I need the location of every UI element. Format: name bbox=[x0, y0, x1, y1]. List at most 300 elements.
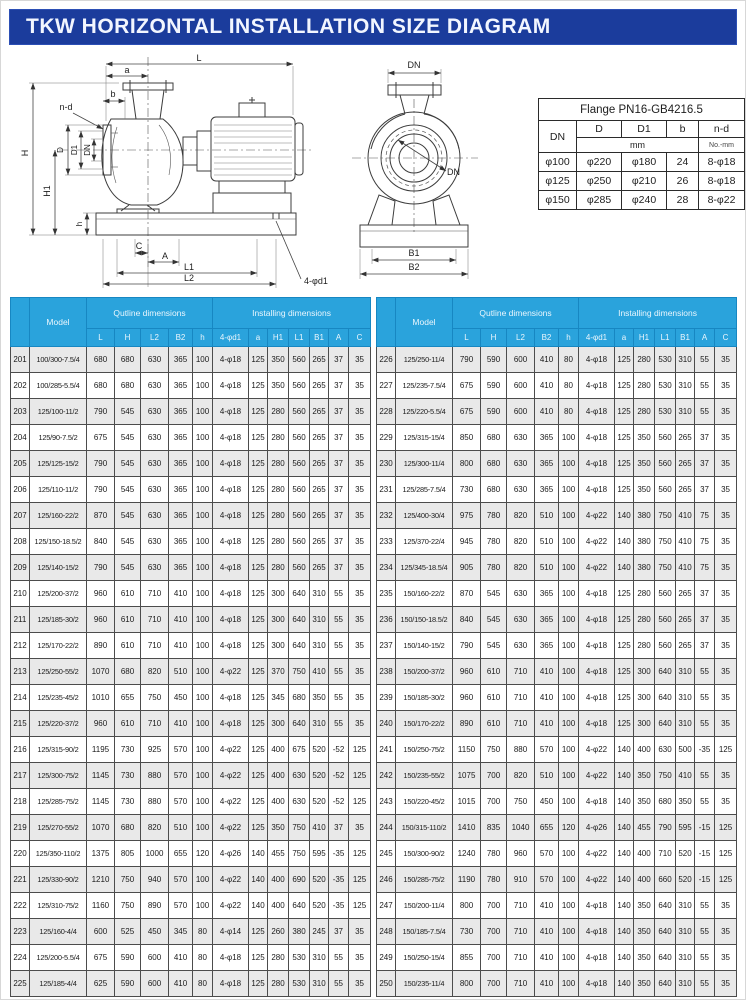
table-cell: 35 bbox=[349, 815, 371, 841]
table-row bbox=[11, 451, 371, 477]
table-cell: -35 bbox=[329, 841, 349, 867]
table-cell: 125 bbox=[349, 789, 371, 815]
table-cell: 790 bbox=[655, 815, 676, 841]
table-cell: 750 bbox=[289, 659, 310, 685]
table-cell: 520 bbox=[310, 789, 329, 815]
table-cell: 4-φ22 bbox=[213, 763, 249, 789]
table-cell: 710 bbox=[507, 685, 535, 711]
table-cell: 100 bbox=[193, 607, 213, 633]
table-cell: 455 bbox=[268, 841, 289, 867]
table-cell: 710 bbox=[655, 841, 676, 867]
col-header-B2: B2 bbox=[535, 329, 559, 347]
table-cell: 545 bbox=[115, 529, 141, 555]
table-cell: -52 bbox=[329, 737, 349, 763]
table-cell: 1190 bbox=[453, 867, 481, 893]
table-cell: 350 bbox=[310, 685, 329, 711]
table-cell: 75 bbox=[695, 503, 715, 529]
model-cell: 125/100-11/2 bbox=[30, 399, 87, 425]
table-cell: 780 bbox=[481, 555, 507, 581]
row-number-cell: 214 bbox=[11, 685, 30, 711]
table-cell: 545 bbox=[115, 451, 141, 477]
table-cell: 560 bbox=[655, 607, 676, 633]
table-cell: -15 bbox=[695, 867, 715, 893]
table-cell: 675 bbox=[87, 425, 115, 451]
table-cell: 4-φ18 bbox=[213, 347, 249, 373]
col-header-H: H bbox=[481, 329, 507, 347]
row-number-cell: 224 bbox=[11, 945, 30, 971]
dimension-table-left bbox=[10, 297, 371, 997]
row-number-cell: 212 bbox=[11, 633, 30, 659]
table-cell: φ210 bbox=[622, 172, 667, 191]
model-cell: 150/250-15/4 bbox=[396, 945, 453, 971]
table-cell: 35 bbox=[715, 581, 737, 607]
dim-label-DN-inner: DN bbox=[447, 167, 460, 177]
table-cell: 4-φ18 bbox=[213, 581, 249, 607]
table-cell: 300 bbox=[634, 711, 655, 737]
table-row bbox=[539, 153, 745, 172]
table-cell: 140 bbox=[615, 971, 634, 997]
table-cell: 140 bbox=[615, 789, 634, 815]
table-cell: 300 bbox=[268, 607, 289, 633]
row-number-cell: 221 bbox=[11, 867, 30, 893]
table-cell: 265 bbox=[676, 451, 695, 477]
table-row bbox=[377, 815, 737, 841]
table-cell: 100 bbox=[193, 373, 213, 399]
table-cell: 520 bbox=[310, 867, 329, 893]
table-cell: 410 bbox=[535, 685, 559, 711]
table-cell: 300 bbox=[634, 685, 655, 711]
table-cell: 265 bbox=[310, 399, 329, 425]
table-cell: 125 bbox=[249, 711, 268, 737]
table-cell: φ240 bbox=[622, 191, 667, 210]
table-row bbox=[377, 685, 737, 711]
row-number-cell: 207 bbox=[11, 503, 30, 529]
table-cell: 280 bbox=[268, 529, 289, 555]
col-header-C: C bbox=[715, 329, 737, 347]
table-cell: 350 bbox=[634, 919, 655, 945]
col-header-A: A bbox=[329, 329, 349, 347]
table-cell: 300 bbox=[268, 581, 289, 607]
dimension-table-right-body bbox=[377, 347, 737, 997]
table-row bbox=[377, 555, 737, 581]
table-cell: -15 bbox=[695, 815, 715, 841]
table-cell: 125 bbox=[615, 373, 634, 399]
table-cell: 4-φ18 bbox=[213, 373, 249, 399]
table-cell: 780 bbox=[481, 867, 507, 893]
table-cell: 365 bbox=[169, 555, 193, 581]
table-cell: 350 bbox=[268, 373, 289, 399]
table-cell: 4-φ18 bbox=[579, 711, 615, 737]
table-cell: 600 bbox=[141, 971, 169, 997]
table-cell: 100 bbox=[193, 347, 213, 373]
row-number-cell: 228 bbox=[377, 399, 396, 425]
table-cell: 37 bbox=[695, 451, 715, 477]
table-cell: 560 bbox=[289, 399, 310, 425]
table-cell: 265 bbox=[310, 347, 329, 373]
flange-col-nd: n-d bbox=[699, 121, 745, 138]
table-cell: 680 bbox=[481, 425, 507, 451]
col-header-L1: L1 bbox=[289, 329, 310, 347]
table-cell: 300 bbox=[634, 659, 655, 685]
table-cell: φ125 bbox=[539, 172, 577, 191]
model-cell: 125/170-22/2 bbox=[30, 633, 87, 659]
table-cell: 365 bbox=[535, 633, 559, 659]
table-cell: 1015 bbox=[453, 789, 481, 815]
table-cell: 730 bbox=[115, 763, 141, 789]
table-cell: 640 bbox=[655, 711, 676, 737]
table-cell: 4-φ18 bbox=[579, 971, 615, 997]
table-cell: 100 bbox=[193, 867, 213, 893]
table-cell: 37 bbox=[695, 477, 715, 503]
table-cell: 640 bbox=[289, 893, 310, 919]
table-cell: 680 bbox=[481, 477, 507, 503]
table-cell: 610 bbox=[115, 607, 141, 633]
table-cell: 310 bbox=[310, 607, 329, 633]
dim-label-B2: B2 bbox=[408, 262, 420, 272]
model-cell: 150/250-75/2 bbox=[396, 737, 453, 763]
table-cell: 4-φ26 bbox=[579, 815, 615, 841]
model-cell: 125/220-37/2 bbox=[30, 711, 87, 737]
table-cell: 800 bbox=[453, 971, 481, 997]
table-cell: 710 bbox=[507, 945, 535, 971]
table-cell: 35 bbox=[349, 477, 371, 503]
table-cell: 4-φ18 bbox=[213, 529, 249, 555]
table-cell: 350 bbox=[634, 789, 655, 815]
table-cell: 4-φ14 bbox=[213, 919, 249, 945]
table-cell: 125 bbox=[249, 581, 268, 607]
table-cell: 125 bbox=[615, 711, 634, 737]
table-cell: 55 bbox=[695, 399, 715, 425]
table-cell: 820 bbox=[507, 555, 535, 581]
table-cell: 280 bbox=[268, 555, 289, 581]
table-cell: 710 bbox=[507, 919, 535, 945]
table-cell: 37 bbox=[329, 919, 349, 945]
table-cell: 125 bbox=[249, 815, 268, 841]
table-cell: 125 bbox=[249, 659, 268, 685]
table-cell: 890 bbox=[141, 893, 169, 919]
table-cell: 4-φ18 bbox=[213, 945, 249, 971]
table-cell: 4-φ18 bbox=[579, 425, 615, 451]
table-cell: 80 bbox=[559, 347, 579, 373]
table-cell: 35 bbox=[349, 633, 371, 659]
dim-label-C: C bbox=[135, 241, 143, 251]
table-cell: 28 bbox=[667, 191, 699, 210]
table-cell: 525 bbox=[115, 919, 141, 945]
table-cell: 545 bbox=[481, 581, 507, 607]
table-cell: 560 bbox=[289, 477, 310, 503]
table-cell: 630 bbox=[141, 373, 169, 399]
dim-label-L2: L2 bbox=[183, 273, 195, 283]
dim-label-A: A bbox=[161, 251, 169, 261]
table-cell: 880 bbox=[141, 763, 169, 789]
table-cell: 560 bbox=[289, 555, 310, 581]
table-cell: 710 bbox=[141, 711, 169, 737]
table-cell: 100 bbox=[193, 555, 213, 581]
table-cell: 365 bbox=[535, 451, 559, 477]
table-cell: 100 bbox=[559, 659, 579, 685]
table-cell: 4-φ18 bbox=[579, 607, 615, 633]
table-cell: 280 bbox=[268, 971, 289, 997]
row-number-cell: 236 bbox=[377, 607, 396, 633]
model-cell: 150/185-30/2 bbox=[396, 685, 453, 711]
table-cell: 310 bbox=[676, 347, 695, 373]
table-cell: 140 bbox=[615, 503, 634, 529]
table-cell: 750 bbox=[115, 867, 141, 893]
row-number-cell: 250 bbox=[377, 971, 396, 997]
table-cell: 960 bbox=[453, 685, 481, 711]
table-cell: 890 bbox=[453, 711, 481, 737]
table-cell: 35 bbox=[349, 971, 371, 997]
table-cell: 780 bbox=[481, 529, 507, 555]
table-cell: 365 bbox=[169, 399, 193, 425]
col-header-L: L bbox=[453, 329, 481, 347]
table-cell: 37 bbox=[695, 581, 715, 607]
table-cell: 680 bbox=[289, 685, 310, 711]
table-cell: 380 bbox=[289, 919, 310, 945]
table-cell: 560 bbox=[289, 425, 310, 451]
table-cell: 100 bbox=[193, 581, 213, 607]
table-cell: 410 bbox=[535, 373, 559, 399]
table-cell: 4-φ18 bbox=[213, 451, 249, 477]
table-cell: 35 bbox=[715, 347, 737, 373]
table-cell: 35 bbox=[349, 451, 371, 477]
row-number-cell: 215 bbox=[11, 711, 30, 737]
table-cell: 265 bbox=[310, 373, 329, 399]
dim-label-h: h bbox=[75, 221, 84, 227]
table-cell: 35 bbox=[349, 607, 371, 633]
table-cell: 100 bbox=[559, 919, 579, 945]
table-cell: 675 bbox=[453, 399, 481, 425]
table-cell: 35 bbox=[349, 685, 371, 711]
table-cell: 100 bbox=[559, 685, 579, 711]
dim-label-4-d1: 4-φd1 bbox=[304, 276, 328, 286]
outline-dimensions-header: Qutline dimensions bbox=[87, 298, 213, 329]
model-cell: 125/160-22/2 bbox=[30, 503, 87, 529]
flange-spec-table bbox=[538, 98, 745, 210]
table-cell: 100 bbox=[193, 763, 213, 789]
table-cell: 630 bbox=[655, 737, 676, 763]
table-cell: 100 bbox=[559, 477, 579, 503]
table-cell: 4-φ22 bbox=[579, 503, 615, 529]
table-cell: 120 bbox=[193, 841, 213, 867]
table-cell: 4-φ22 bbox=[213, 867, 249, 893]
table-cell: 4-φ18 bbox=[579, 581, 615, 607]
table-cell: 410 bbox=[535, 347, 559, 373]
table-cell: 35 bbox=[715, 451, 737, 477]
table-row bbox=[11, 581, 371, 607]
row-number-cell: 211 bbox=[11, 607, 30, 633]
table-cell: 610 bbox=[481, 685, 507, 711]
table-cell: 140 bbox=[615, 945, 634, 971]
table-cell: 365 bbox=[169, 451, 193, 477]
table-cell: 265 bbox=[310, 477, 329, 503]
table-cell: 750 bbox=[507, 789, 535, 815]
table-cell: 410 bbox=[676, 555, 695, 581]
table-cell: 400 bbox=[268, 893, 289, 919]
row-number-header bbox=[377, 298, 396, 347]
table-cell: 545 bbox=[481, 607, 507, 633]
table-cell: 680 bbox=[481, 451, 507, 477]
dim-label-DN: DN bbox=[83, 144, 92, 156]
table-cell: 345 bbox=[268, 685, 289, 711]
table-cell: 675 bbox=[289, 737, 310, 763]
table-cell: 310 bbox=[676, 893, 695, 919]
table-cell: 350 bbox=[634, 451, 655, 477]
table-cell: 630 bbox=[507, 581, 535, 607]
table-cell: 400 bbox=[268, 737, 289, 763]
table-cell: 410 bbox=[169, 633, 193, 659]
table-cell: 125 bbox=[349, 893, 371, 919]
table-cell: 1145 bbox=[87, 763, 115, 789]
table-cell: 570 bbox=[169, 893, 193, 919]
table-cell: 530 bbox=[655, 373, 676, 399]
table-cell: 55 bbox=[695, 971, 715, 997]
row-number-cell: 232 bbox=[377, 503, 396, 529]
model-cell: 125/345-18.5/4 bbox=[396, 555, 453, 581]
table-cell: φ220 bbox=[577, 153, 622, 172]
table-cell: 560 bbox=[289, 347, 310, 373]
table-cell: 100 bbox=[559, 763, 579, 789]
row-number-cell: 205 bbox=[11, 451, 30, 477]
model-cell: 150/140-15/2 bbox=[396, 633, 453, 659]
table-cell: 710 bbox=[507, 893, 535, 919]
table-cell: 750 bbox=[115, 893, 141, 919]
table-cell: 410 bbox=[310, 815, 329, 841]
table-row bbox=[539, 191, 745, 210]
table-cell: 1040 bbox=[507, 815, 535, 841]
model-cell: 100/285-5.5/4 bbox=[30, 373, 87, 399]
table-cell: 600 bbox=[507, 373, 535, 399]
table-cell: 265 bbox=[676, 607, 695, 633]
row-number-cell: 208 bbox=[11, 529, 30, 555]
table-cell: 520 bbox=[310, 737, 329, 763]
table-cell: 570 bbox=[169, 737, 193, 763]
table-cell: φ250 bbox=[577, 172, 622, 191]
col-header-4-d1: 4-φd1 bbox=[579, 329, 615, 347]
table-cell: 870 bbox=[87, 503, 115, 529]
table-cell: 100 bbox=[193, 685, 213, 711]
table-cell: 590 bbox=[115, 971, 141, 997]
table-cell: 55 bbox=[695, 893, 715, 919]
table-cell: 630 bbox=[141, 529, 169, 555]
table-cell: 410 bbox=[676, 503, 695, 529]
table-cell: 100 bbox=[559, 451, 579, 477]
table-cell: 26 bbox=[667, 172, 699, 191]
row-number-cell: 247 bbox=[377, 893, 396, 919]
flange-table-title: Flange PN16-GB4216.5 bbox=[539, 99, 745, 121]
table-cell: 140 bbox=[615, 919, 634, 945]
model-cell: 125/200-37/2 bbox=[30, 581, 87, 607]
table-cell: 380 bbox=[634, 503, 655, 529]
page-title: TKW HORIZONTAL INSTALLATION SIZE DIAGRAM bbox=[26, 15, 551, 38]
table-cell: 35 bbox=[349, 399, 371, 425]
table-cell: 37 bbox=[329, 425, 349, 451]
table-cell: 125 bbox=[249, 607, 268, 633]
outline-dimensions-header: Qutline dimensions bbox=[453, 298, 579, 329]
table-cell: 835 bbox=[481, 815, 507, 841]
table-cell: 560 bbox=[655, 425, 676, 451]
table-cell: 80 bbox=[193, 971, 213, 997]
model-cell: 150/285-75/2 bbox=[396, 867, 453, 893]
table-cell: 35 bbox=[715, 373, 737, 399]
table-cell: 690 bbox=[289, 867, 310, 893]
model-cell: 125/250-55/2 bbox=[30, 659, 87, 685]
table-cell: 100 bbox=[193, 711, 213, 737]
front-view-drawing bbox=[346, 53, 541, 295]
table-cell: 125 bbox=[615, 451, 634, 477]
table-row bbox=[11, 659, 371, 685]
table-cell: 960 bbox=[87, 711, 115, 737]
row-number-cell: 235 bbox=[377, 581, 396, 607]
table-cell: 280 bbox=[634, 347, 655, 373]
table-cell: 630 bbox=[141, 399, 169, 425]
table-cell: 125 bbox=[349, 763, 371, 789]
table-cell: 125 bbox=[715, 737, 737, 763]
table-row bbox=[11, 373, 371, 399]
table-cell: 410 bbox=[169, 607, 193, 633]
table-cell: 800 bbox=[453, 893, 481, 919]
table-cell: 35 bbox=[715, 789, 737, 815]
table-cell: 280 bbox=[268, 503, 289, 529]
row-number-cell: 217 bbox=[11, 763, 30, 789]
row-number-cell: 223 bbox=[11, 919, 30, 945]
table-cell: 610 bbox=[481, 711, 507, 737]
flange-col-dn: DN bbox=[539, 121, 577, 153]
table-cell: 410 bbox=[535, 711, 559, 737]
col-header-h: h bbox=[193, 329, 213, 347]
model-cell: 125/140-15/2 bbox=[30, 555, 87, 581]
table-cell: 365 bbox=[535, 477, 559, 503]
table-cell: 55 bbox=[695, 789, 715, 815]
table-cell: 35 bbox=[715, 425, 737, 451]
table-cell: 125 bbox=[249, 945, 268, 971]
table-cell: 660 bbox=[655, 867, 676, 893]
table-cell: 610 bbox=[115, 633, 141, 659]
table-cell: 365 bbox=[169, 503, 193, 529]
table-cell: 750 bbox=[655, 503, 676, 529]
table-cell: 100 bbox=[559, 893, 579, 919]
table-cell: 35 bbox=[715, 659, 737, 685]
table-cell: 610 bbox=[115, 711, 141, 737]
table-row bbox=[11, 893, 371, 919]
table-cell: 545 bbox=[115, 477, 141, 503]
table-row bbox=[377, 607, 737, 633]
table-cell: 35 bbox=[349, 711, 371, 737]
table-cell: 125 bbox=[715, 867, 737, 893]
table-cell: 4-φ18 bbox=[213, 633, 249, 659]
table-cell: 125 bbox=[249, 451, 268, 477]
row-number-cell: 233 bbox=[377, 529, 396, 555]
row-number-cell: 204 bbox=[11, 425, 30, 451]
table-cell: 37 bbox=[695, 633, 715, 659]
model-cell: 125/200-5.5/4 bbox=[30, 945, 87, 971]
table-cell: 680 bbox=[115, 373, 141, 399]
table-cell: 365 bbox=[535, 425, 559, 451]
table-cell: 750 bbox=[655, 529, 676, 555]
row-number-header bbox=[11, 298, 30, 347]
table-row bbox=[11, 841, 371, 867]
table-cell: 410 bbox=[169, 711, 193, 737]
table-cell: 55 bbox=[329, 607, 349, 633]
table-cell: 640 bbox=[655, 945, 676, 971]
table-cell: 640 bbox=[655, 659, 676, 685]
table-cell: 380 bbox=[634, 529, 655, 555]
table-cell: 545 bbox=[115, 399, 141, 425]
table-cell: 530 bbox=[289, 945, 310, 971]
table-cell: 700 bbox=[481, 971, 507, 997]
table-cell: 8-φ22 bbox=[699, 191, 745, 210]
model-cell: 150/300-90/2 bbox=[396, 841, 453, 867]
